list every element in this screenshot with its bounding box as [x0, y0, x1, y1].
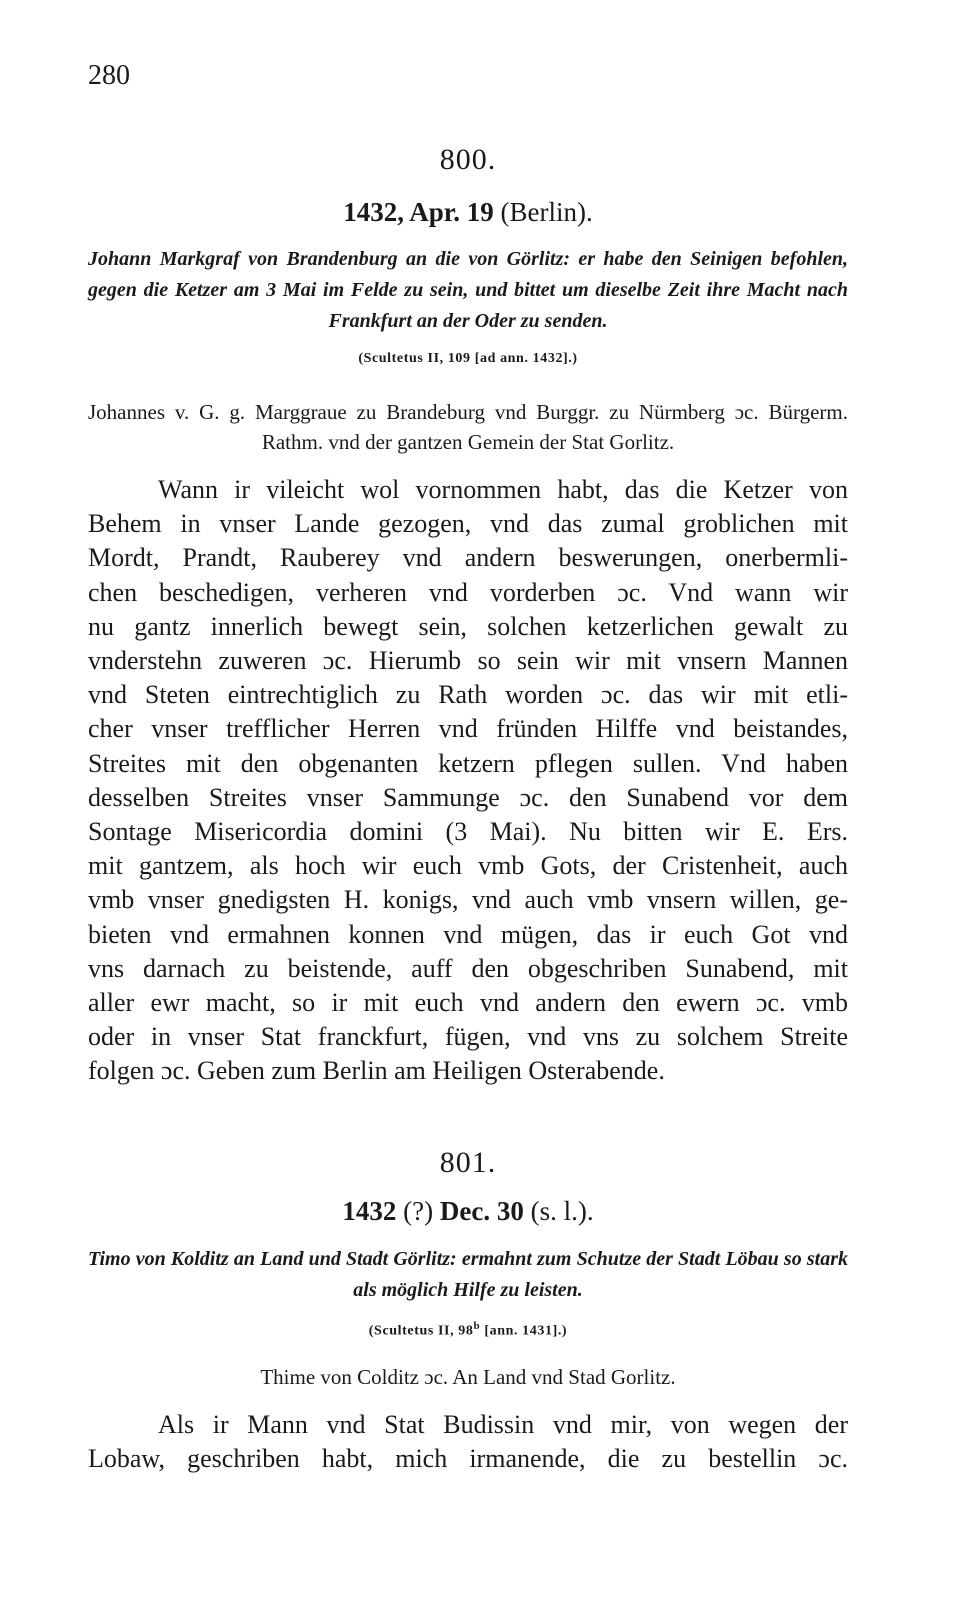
text-line: mit gantzem, als hoch wir euch vmb Gots, der Cristenheit, auch	[88, 851, 848, 881]
source-citation-801	[88, 1320, 848, 1340]
date-800: 1432, Apr. 19	[343, 197, 494, 227]
text-line: vnd Steten eintrechtiglich zu Rath worden ɔc. das wir mit etli-	[88, 680, 848, 710]
text-line: Behem in vnser Lande gezogen, vnd das zumal groblichen mit	[88, 509, 848, 539]
letter-body-801	[88, 1408, 848, 1476]
text-line: Sontage Misericordia domini (3 Mai). Nu bitten wir E. Ers.	[88, 817, 848, 847]
document-number-800: 800.	[439, 143, 497, 176]
regest-800: Johann Markgraf von Brandenburg an die von Görlitz: er habe den Seinigen befohlen, gegen die Ketzer am 3 Mai im Felde zu sein, und bittet um dieselbe Zeit ihre Macht nach Frankfurt an der Oder zu senden.	[88, 248, 848, 332]
text-line: nu gantz innerlich bewegt sein, solchen ketzerlichen gewalt zu	[88, 611, 848, 641]
document-number-801: 801.	[439, 1146, 497, 1179]
page-number: 280	[88, 60, 130, 91]
dateline-800	[88, 197, 848, 228]
place-800: (Berlin).	[500, 197, 593, 227]
text-line: oder in vnser Stat franckfurt, fügen, vnd vns zu solchem Streite	[88, 1022, 848, 1052]
text-line: desselben Streites vnser Sammunge ɔc. den Sunabend vor dem	[88, 782, 848, 812]
text-line: cher vnser trefflicher Herren vnd fründen Hilffe vnd beistandes,	[88, 714, 848, 744]
text-line: Wann ir vileicht wol vornommen habt, das die Ketzer von	[158, 475, 848, 504]
source-main-801: (Scultetus II, 98	[368, 1323, 474, 1339]
source-end-801: [ann. 1431].)	[480, 1323, 568, 1339]
place-801: (s. l.).	[530, 1196, 594, 1226]
text-line: vmb vnser gnedigsten H. konigs, vnd auch vmb vnsern willen, ge-	[88, 885, 848, 915]
text-line: aller ewr macht, so ir mit euch vnd andern den ewern ɔc. vmb	[88, 988, 848, 1018]
date-day-801: Dec. 30	[439, 1196, 524, 1226]
text-line: folgen ɔc. Geben zum Berlin am Heiligen Osterabende.	[88, 1056, 665, 1086]
dateline-801	[88, 1196, 848, 1227]
text-line: Mordt, Prandt, Rauberey vnd andern beswerungen, onerbermli-	[88, 543, 848, 573]
date-year-801: 1432	[342, 1196, 397, 1226]
text-line: Als ir Mann vnd Stat Budissin vnd mir, von wegen der	[158, 1410, 848, 1439]
date-uncertain-801: (?)	[403, 1196, 434, 1226]
text-line: chen beschedigen, verheren vnd vorderben ɔc. Vnd wann wir	[88, 577, 848, 607]
source-citation-800: (Scultetus II, 109 [ad ann. 1432].)	[358, 351, 578, 366]
text-line: vns darnach zu beistende, auff den obgeschriben Sunabend, mit	[88, 953, 848, 983]
text-line: bieten vnd ermahnen konnen vnd mügen, das ir euch Got vnd	[88, 919, 848, 949]
regest-801: Timo von Kolditz an Land und Stadt Görlitz: ermahnt zum Schutze der Stadt Löbau so stark als möglich Hilfe zu leisten.	[88, 1248, 848, 1301]
letter-body-800	[88, 473, 848, 1089]
address-801: Thime von Colditz ɔc. An Land vnd Stad Gorlitz.	[260, 1365, 676, 1389]
text-line: Streites mit den obgenanten ketzern pflegen sullen. Vnd haben	[88, 748, 848, 778]
text-line: Lobaw, geschriben habt, mich irmanende, die zu bestellin ɔc.	[88, 1444, 848, 1474]
text-line: vnderstehn zuweren ɔc. Hierumb so sein wir mit vnsern Mannen	[88, 646, 848, 676]
source-superscript-801: b	[473, 1320, 481, 1332]
address-800: Johannes v. G. g. Marggraue zu Brandeburg vnd Burggr. zu Nürmberg ɔc. Bürgerm. Rathm. vnd der gantzen Gemein der Stat Gorlitz.	[88, 400, 848, 454]
